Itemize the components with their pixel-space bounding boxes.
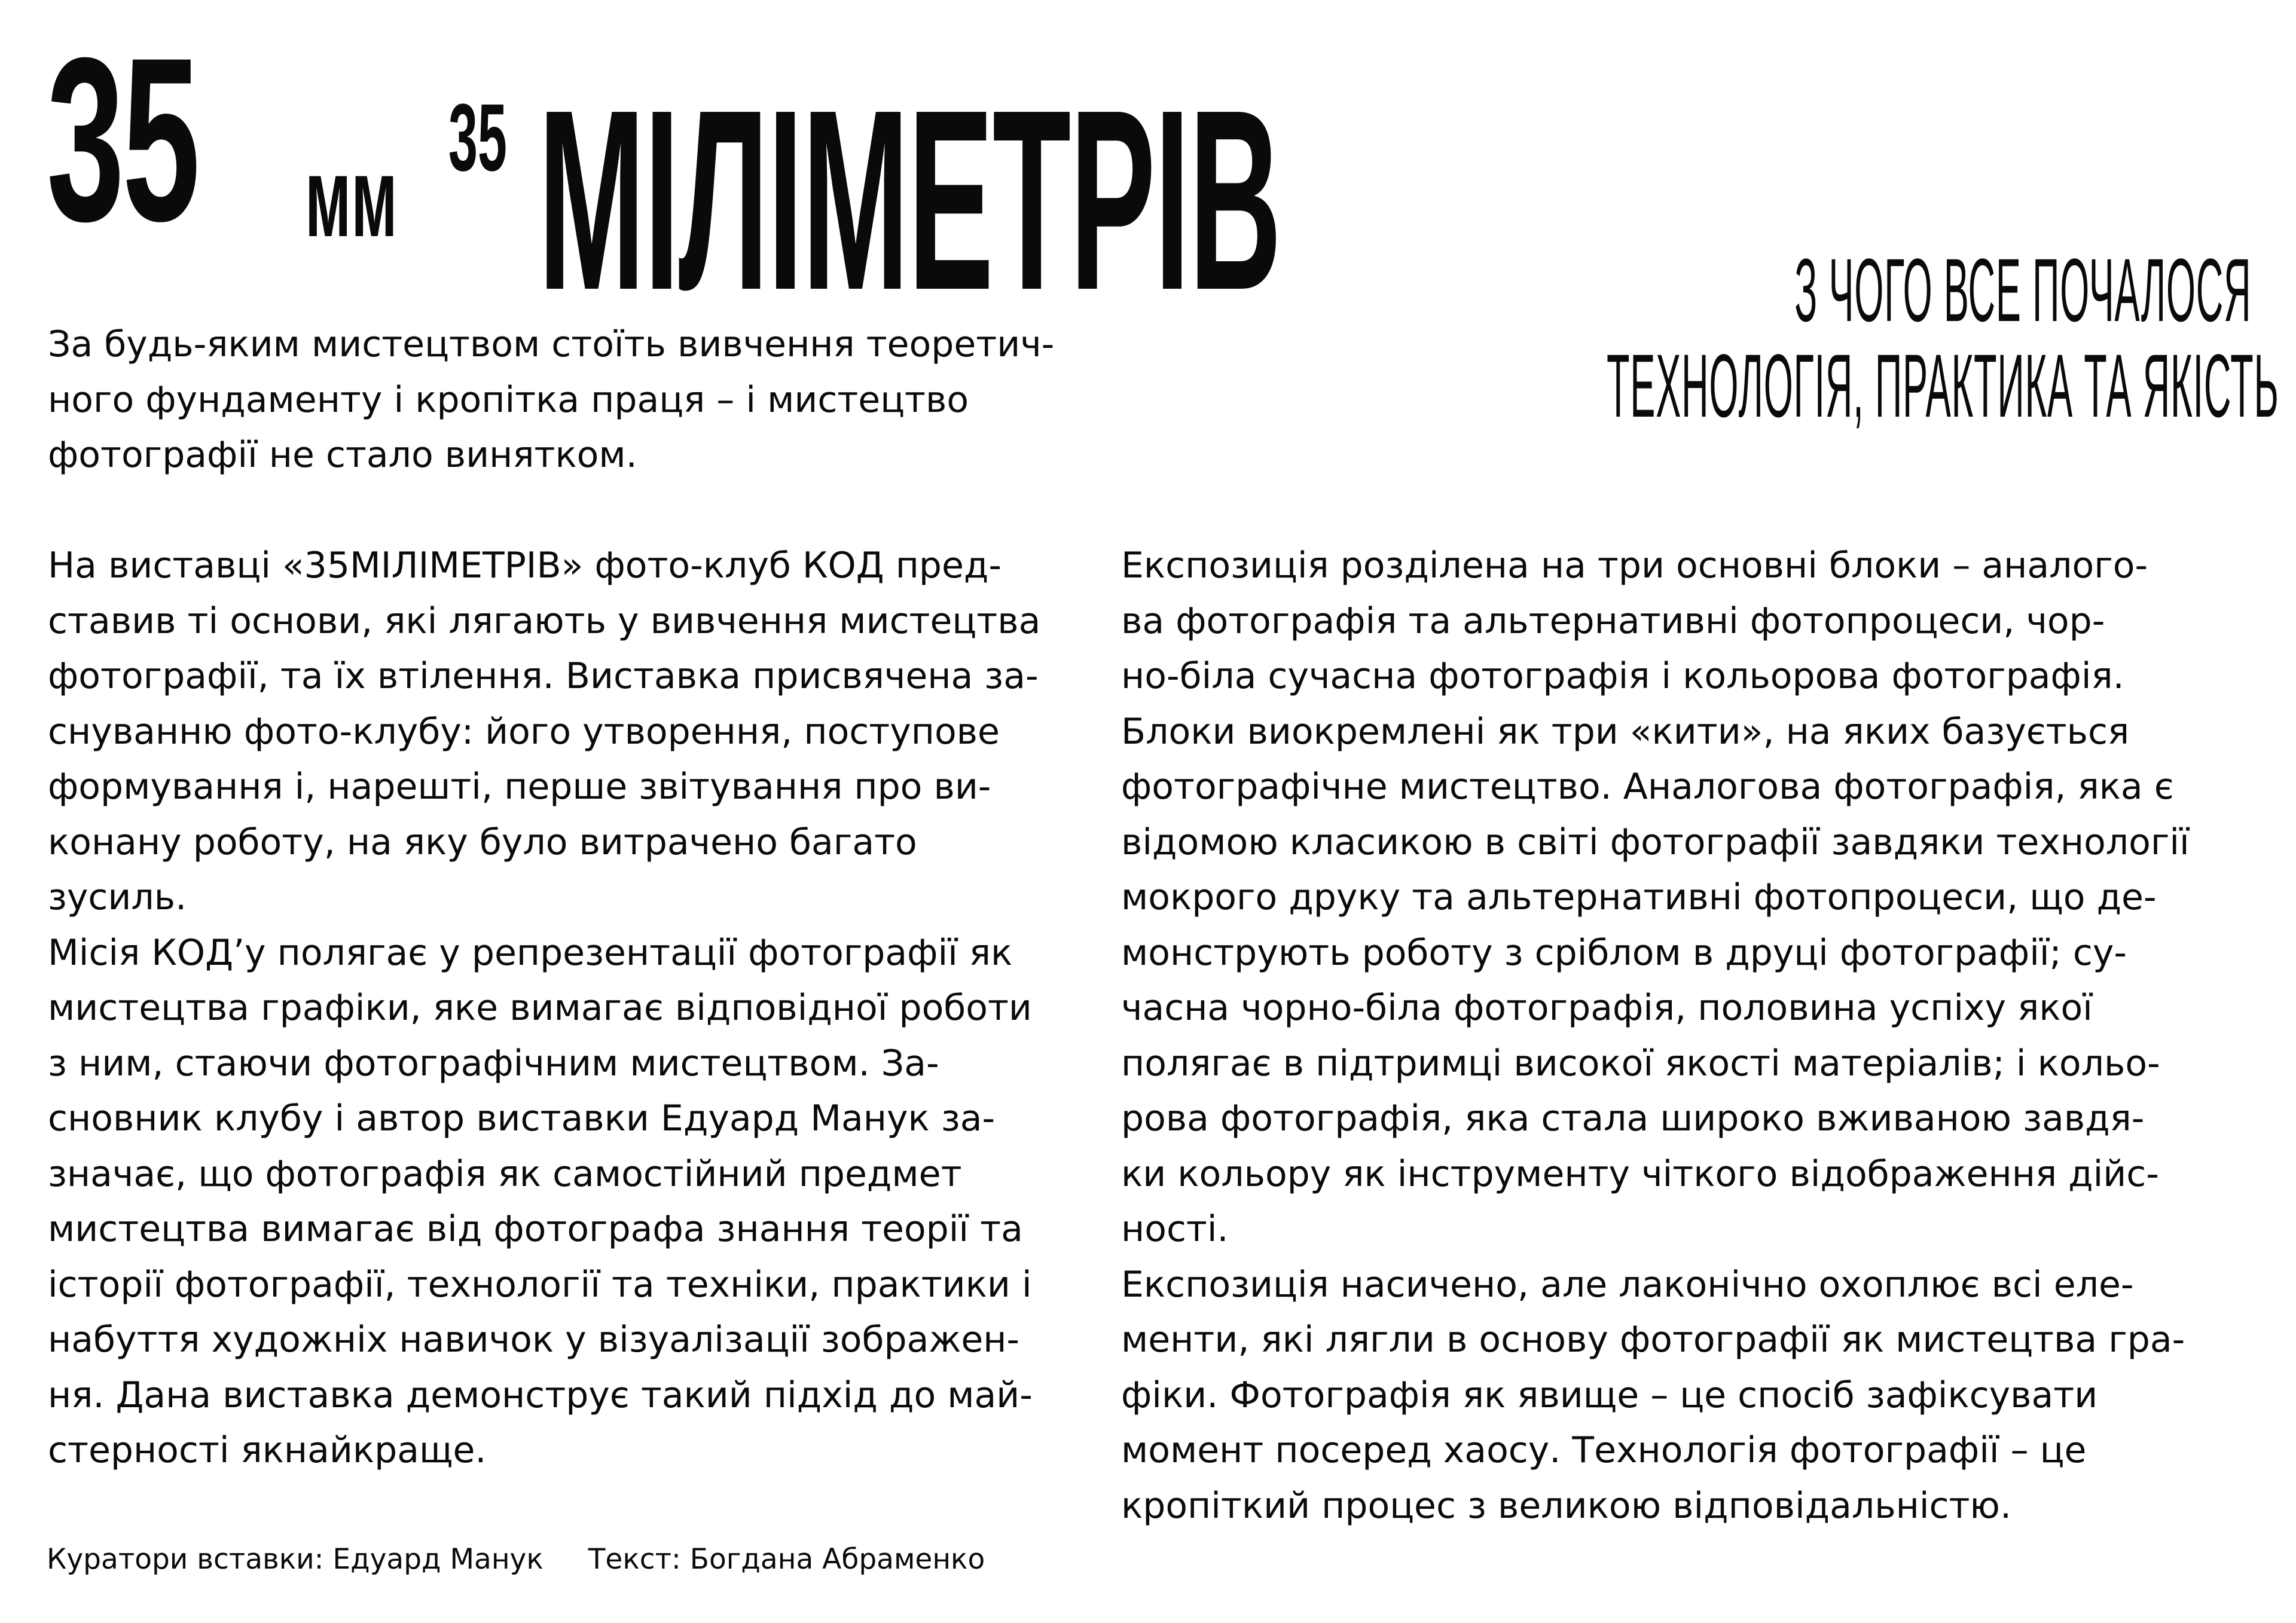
text-line: конану роботу, на яку було витрачено багато: [48, 821, 917, 863]
text-line: Блоки виокремлені як три «кити», на яких базується: [1121, 710, 2130, 753]
text-line: набуття художніх навичок у візуалізації зображен-: [48, 1319, 1020, 1361]
text-line: Місія КОД’у полягає у репрезентації фотографії як: [48, 931, 1013, 974]
text-line: ва фотографія та альтернативні фотопроцеси, чор-: [1121, 600, 2105, 642]
subtitle-technology: ТЕХНОЛОГІЯ, ПРАКТИКА ТА ЯКІСТЬ: [1607, 335, 2279, 436]
text-line: фіки. Фотографія як явище – це спосіб зафіксувати: [1121, 1374, 2098, 1416]
text-line: фотографічне мистецтво. Аналогова фотографія, яка є: [1121, 766, 2174, 808]
subtitle-origin: З ЧОГО ВСЕ ПОЧАЛОСЯ: [1794, 240, 2251, 340]
text-line: рова фотографія, яка стала широко вживаною завдя-: [1121, 1098, 2145, 1139]
text-line: сновник клубу і автор виставки Едуард Манук за-: [48, 1098, 996, 1139]
text-line: фотографії не стало винятком.: [48, 434, 637, 476]
text-line: полягає в підтримці високої якості матеріалів; і кольо-: [1121, 1042, 2160, 1084]
text-line: мистецтва графіки, яке вимагає відповідної роботи: [48, 987, 1032, 1029]
text-line: формування і, нарешті, перше звітування про ви-: [48, 766, 991, 808]
text-line: ставив ті основи, які лягають у вивчення мистецтва: [48, 600, 1041, 642]
text-line: момент посеред хаосу. Технологія фотографії – це: [1121, 1429, 2087, 1471]
text-line: менти, які лягли в основу фотографії як мистецтва гра-: [1121, 1319, 2185, 1361]
text-line: Експозиція насичено, але лаконічно охоплює всі еле-: [1121, 1263, 2134, 1306]
intro-paragraph: [48, 317, 1054, 483]
text-line: монструють роботу з сріблом в друці фотографії; су-: [1121, 931, 2127, 974]
text-line: ності.: [1121, 1208, 1229, 1250]
credits: [47, 1543, 985, 1576]
text-line: з ним, стаючи фотографічним мистецтвом. За-: [48, 1042, 939, 1084]
logo-unit: мм: [305, 134, 398, 261]
text-line: історії фотографії, технології та техніки, практики і: [48, 1263, 1032, 1306]
left-column: [48, 538, 1040, 1478]
credit-author: Текст: Богдана Абраменко: [588, 1543, 985, 1576]
text-line: Експозиція розділена на три основні блоки – аналого-: [1121, 545, 2148, 586]
text-line: ня. Дана виставка демонструє такий підхід до май-: [48, 1374, 1033, 1416]
text-line: фотографії, та їх втілення. Виставка присвячена за-: [48, 655, 1039, 697]
text-line: На виставці «35МІЛІМЕТРІВ» фото-клуб КОД пред-: [48, 545, 1002, 586]
text-line: снуванню фото-клубу: його утворення, поступове: [48, 710, 1000, 753]
text-line: мистецтва вимагає від фотографа знання теорії та: [48, 1208, 1023, 1250]
logo-number: 35: [47, 9, 199, 270]
title-superscript: 35: [448, 84, 507, 191]
text-line: но-біла сучасна фотографія і кольорова фотографія.: [1121, 655, 2124, 697]
text-line: ки кольору як інструменту чіткого відображення дійс-: [1121, 1153, 2159, 1195]
text-line: зусиль.: [48, 876, 187, 918]
text-line: За будь-яким мистецтвом стоїть вивчення теоретич-: [48, 323, 1055, 365]
right-column: [1121, 538, 2190, 1533]
text-line: часна чорно-біла фотографія, половина успіху якої: [1121, 987, 2093, 1029]
page-title: МІЛІМЕТРІВ: [538, 57, 1281, 344]
text-line: ного фундаменту і кропітка праця – і мистецтво: [48, 378, 969, 421]
text-line: мокрого друку та альтернативні фотопроцеси, що де-: [1121, 876, 2157, 918]
text-line: значає, що фотографія як самостійний предмет: [48, 1153, 962, 1195]
text-line: кропіткий процес з великою відповідальністю.: [1121, 1484, 2012, 1527]
text-line: відомою класикою в світі фотографії завдяки технології: [1121, 821, 2190, 863]
credit-curators: Куратори вставки: Едуард Манук: [47, 1543, 544, 1576]
text-line: стерності якнайкраще.: [48, 1429, 487, 1471]
